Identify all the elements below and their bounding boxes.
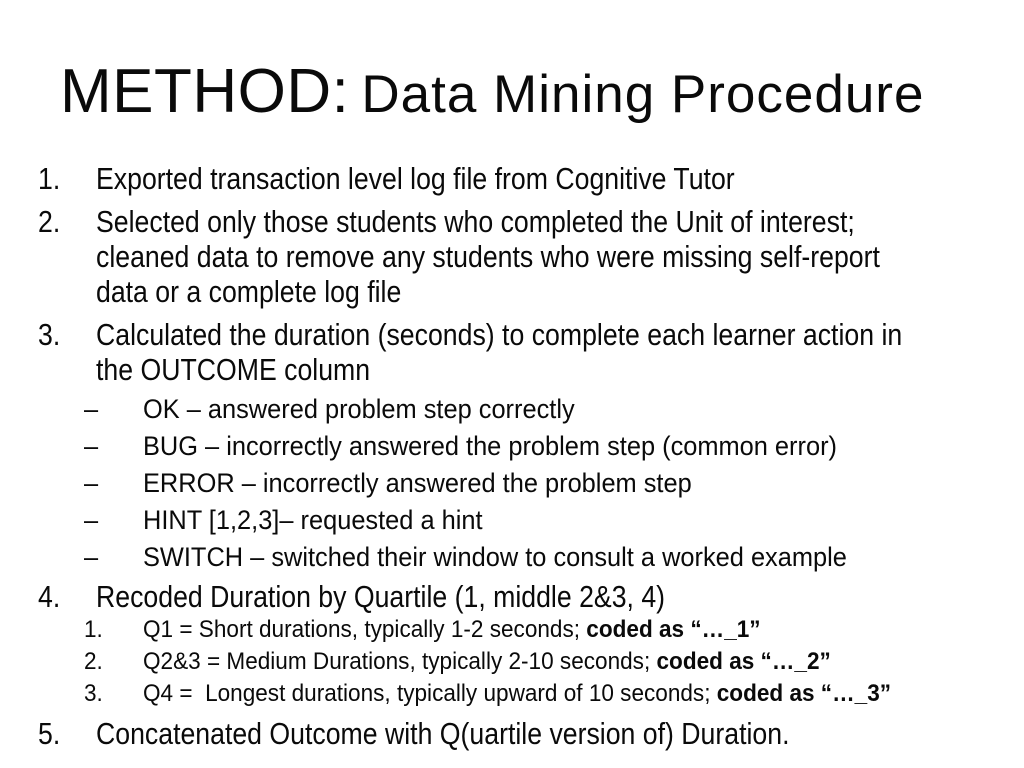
list-line: Recoded Duration by Quartile (1, middle 2&3, 4) — [96, 579, 666, 614]
list-marker: 1. — [38, 161, 61, 196]
list-marker: 5. — [38, 716, 61, 751]
list-item — [0, 502, 1024, 539]
list-item — [0, 317, 1024, 387]
list-marker: – — [84, 505, 99, 535]
list-line: cleaned data to remove any students who were missing self-report — [96, 239, 880, 274]
list-item — [0, 161, 1024, 196]
list-item — [0, 391, 1024, 428]
list-marker: 1. — [84, 616, 103, 643]
list-line: OK – answered problem step correctly — [143, 394, 575, 424]
list-marker: – — [84, 431, 99, 461]
list-line: Calculated the duration (seconds) to complete each learner action in — [96, 317, 903, 352]
list-marker: – — [84, 468, 99, 498]
list-line: Selected only those students who completed the Unit of interest; — [96, 204, 855, 239]
list-item — [0, 614, 1024, 646]
list-item — [0, 646, 1024, 678]
list-line: ERROR – incorrectly answered the problem step — [143, 468, 692, 498]
list-item — [0, 716, 1024, 751]
list-line: Q2&3 = Medium Durations, typically 2-10 seconds; coded as “…_2” — [143, 648, 831, 675]
list-item — [0, 428, 1024, 465]
slide-title-method: METHOD: — [60, 57, 350, 126]
list-line: Exported transaction level log file from Cognitive Tutor — [96, 161, 735, 196]
list-item — [0, 465, 1024, 502]
list-marker: 2. — [84, 648, 103, 675]
list-line: Q4 = Longest durations, typically upward of 10 seconds; coded as “…_3” — [143, 680, 892, 707]
list-line: Concatenated Outcome with Q(uartile version of) Duration. — [96, 716, 790, 751]
list-marker: 4. — [38, 579, 61, 614]
slide-title — [60, 56, 924, 127]
list-item — [0, 579, 1024, 614]
content-list — [0, 161, 1024, 751]
list-marker: 3. — [84, 680, 103, 707]
slide-title-subtitle: Data Mining Procedure — [361, 65, 925, 124]
list-line: the OUTCOME column — [96, 352, 371, 387]
list-marker: 2. — [38, 204, 61, 239]
list-item — [0, 678, 1024, 710]
list-line: data or a complete log file — [96, 274, 402, 309]
list-item — [0, 204, 1024, 309]
list-line: SWITCH – switched their window to consult a worked example — [143, 542, 847, 572]
list-line: HINT [1,2,3]– requested a hint — [143, 505, 483, 535]
list-item — [0, 539, 1024, 576]
list-marker: – — [84, 394, 99, 424]
list-marker: – — [84, 542, 99, 572]
list-line: Q1 = Short durations, typically 1-2 seconds; coded as “…_1” — [143, 616, 761, 643]
list-marker: 3. — [38, 317, 61, 352]
list-line: BUG – incorrectly answered the problem step (common error) — [143, 431, 837, 461]
